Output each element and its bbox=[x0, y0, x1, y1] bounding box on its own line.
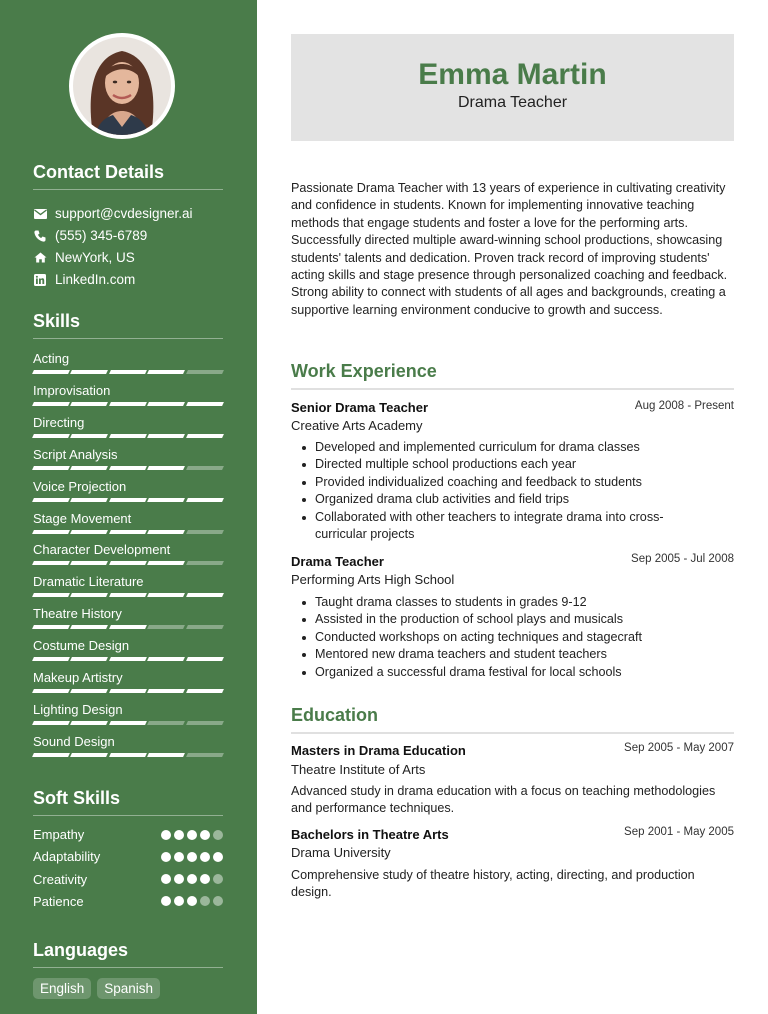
skill-name: Directing bbox=[33, 414, 85, 430]
skill-level-bar bbox=[33, 625, 223, 629]
job-bullets bbox=[291, 594, 711, 681]
soft-skill-rating bbox=[161, 830, 223, 840]
list-item: Assisted in the production of school plays and musicals bbox=[291, 611, 711, 628]
skill-level-segment bbox=[70, 402, 108, 406]
rating-dot bbox=[187, 874, 197, 884]
skill-level-segment bbox=[186, 530, 224, 534]
skill-level-segment bbox=[109, 466, 147, 470]
skill-item bbox=[33, 606, 223, 629]
skill-level-segment bbox=[109, 434, 147, 438]
skill-level-segment bbox=[186, 434, 224, 438]
skill-level-segment bbox=[32, 625, 70, 629]
skill-level-segment bbox=[147, 625, 185, 629]
languages-heading: Languages bbox=[33, 940, 223, 968]
rating-dot bbox=[213, 896, 223, 906]
language-tag: Spanish bbox=[97, 978, 160, 999]
degree-dates: Sep 2005 - May 2007 bbox=[624, 742, 734, 754]
skill-level-segment bbox=[109, 561, 147, 565]
contact-email-text: support@cvdesigner.ai bbox=[55, 206, 193, 221]
contact-phone-text: (555) 345-6789 bbox=[55, 228, 148, 243]
skill-level-segment bbox=[109, 370, 147, 374]
list-item: Conducted workshops on acting techniques and stagecraft bbox=[291, 629, 711, 646]
skill-level-segment bbox=[186, 498, 224, 502]
skill-level-segment bbox=[109, 625, 147, 629]
skill-name: Lighting Design bbox=[33, 701, 123, 717]
rating-dot bbox=[200, 874, 210, 884]
contact-location bbox=[33, 250, 135, 265]
skill-level-bar bbox=[33, 498, 223, 502]
rating-dot bbox=[187, 896, 197, 906]
skill-level-bar bbox=[33, 593, 223, 597]
skill-name: Character Development bbox=[33, 542, 171, 558]
skill-name: Costume Design bbox=[33, 638, 130, 654]
skill-level-segment bbox=[147, 466, 185, 470]
skill-level-segment bbox=[109, 530, 147, 534]
skill-level-segment bbox=[32, 370, 70, 374]
school-name: Drama University bbox=[291, 845, 391, 860]
skill-level-bar bbox=[33, 753, 223, 757]
skill-name: Makeup Artistry bbox=[33, 670, 123, 685]
skill-level-segment bbox=[109, 593, 147, 597]
skill-level-segment bbox=[70, 434, 108, 438]
job-bullets bbox=[291, 439, 711, 543]
skill-level-segment bbox=[147, 434, 185, 438]
skill-level-segment bbox=[109, 721, 147, 725]
languages-list bbox=[33, 978, 160, 999]
skill-level-segment bbox=[70, 466, 108, 470]
skill-level-segment bbox=[32, 753, 70, 757]
skill-item bbox=[33, 351, 223, 374]
skill-item bbox=[33, 670, 223, 693]
skill-name: Sound Design bbox=[33, 733, 115, 749]
rating-dot bbox=[174, 830, 184, 840]
skill-level-segment bbox=[70, 657, 108, 661]
rating-dot bbox=[161, 830, 171, 840]
skill-level-segment bbox=[186, 625, 224, 629]
skill-level-segment bbox=[186, 466, 224, 470]
skill-level-segment bbox=[147, 370, 185, 374]
skill-level-segment bbox=[147, 753, 185, 757]
list-item: Mentored new drama teachers and student teachers bbox=[291, 646, 711, 663]
education-heading: Education bbox=[291, 705, 734, 734]
skill-level-segment bbox=[70, 530, 108, 534]
degree-description: Advanced study in drama education with a focus on teaching methodologies and performance techniques. bbox=[291, 784, 716, 816]
rating-dot bbox=[187, 830, 197, 840]
rating-dot bbox=[161, 852, 171, 862]
skill-level-segment bbox=[70, 370, 108, 374]
contact-email[interactable] bbox=[33, 206, 193, 221]
soft-skill-item bbox=[33, 849, 223, 864]
soft-skill-rating bbox=[161, 896, 223, 906]
rating-dot bbox=[213, 874, 223, 884]
soft-skill-name: Patience bbox=[33, 893, 84, 909]
contact-linkedin-text: LinkedIn.com bbox=[55, 272, 136, 287]
skill-level-segment bbox=[147, 530, 185, 534]
skill-level-bar bbox=[33, 434, 223, 438]
linkedin-icon bbox=[33, 273, 47, 287]
degree-title: Masters in Drama Education bbox=[291, 743, 466, 758]
skill-item bbox=[33, 702, 223, 725]
job-dates: Sep 2005 - Jul 2008 bbox=[631, 553, 734, 565]
skill-level-segment bbox=[32, 689, 70, 693]
skills-heading: Skills bbox=[33, 311, 223, 339]
soft-skill-name: Creativity bbox=[33, 871, 88, 887]
skill-name: Acting bbox=[33, 351, 70, 366]
skill-item bbox=[33, 479, 223, 502]
profile-photo bbox=[69, 33, 175, 139]
candidate-role: Drama Teacher bbox=[457, 94, 568, 111]
skill-level-segment bbox=[109, 402, 147, 406]
skill-level-segment bbox=[147, 721, 185, 725]
skill-level-segment bbox=[32, 402, 70, 406]
skill-level-segment bbox=[186, 561, 224, 565]
skill-level-segment bbox=[186, 370, 224, 374]
rating-dot bbox=[161, 896, 171, 906]
skill-item bbox=[33, 383, 223, 406]
skill-level-segment bbox=[147, 689, 185, 693]
skill-level-segment bbox=[70, 593, 108, 597]
skill-level-segment bbox=[32, 466, 70, 470]
rating-dot bbox=[213, 830, 223, 840]
skill-level-segment bbox=[186, 593, 224, 597]
skill-level-segment bbox=[109, 498, 147, 502]
contact-heading: Contact Details bbox=[33, 162, 223, 190]
skill-level-bar bbox=[33, 530, 223, 534]
rating-dot bbox=[187, 852, 197, 862]
soft-skill-rating bbox=[161, 874, 223, 884]
rating-dot bbox=[174, 896, 184, 906]
soft-skill-name: Empathy bbox=[33, 827, 85, 842]
skill-item bbox=[33, 511, 223, 534]
home-icon bbox=[33, 251, 47, 265]
list-item: Developed and implemented curriculum for drama classes bbox=[291, 439, 711, 456]
skill-level-bar bbox=[33, 689, 223, 693]
job-title: Drama Teacher bbox=[291, 554, 384, 569]
avatar-portrait bbox=[73, 37, 171, 135]
list-item: Taught drama classes to students in grades 9-12 bbox=[291, 594, 711, 611]
skill-level-bar bbox=[33, 370, 223, 374]
job-organization: Performing Arts High School bbox=[291, 572, 455, 587]
skill-level-segment bbox=[32, 498, 70, 502]
skill-level-segment bbox=[70, 689, 108, 693]
skill-level-segment bbox=[32, 593, 70, 597]
skill-level-segment bbox=[70, 753, 108, 757]
skill-level-bar bbox=[33, 402, 223, 406]
skill-item bbox=[33, 638, 223, 661]
skill-name: Improvisation bbox=[33, 382, 111, 398]
soft-skill-name: Adaptability bbox=[33, 849, 101, 865]
skill-name: Theatre History bbox=[33, 606, 122, 622]
list-item: Organized a successful drama festival for local schools bbox=[291, 664, 711, 681]
skill-level-segment bbox=[70, 498, 108, 502]
skill-level-segment bbox=[70, 561, 108, 565]
soft-skill-rating bbox=[161, 852, 223, 862]
rating-dot bbox=[174, 874, 184, 884]
sidebar bbox=[0, 0, 257, 1014]
degree-description: Comprehensive study of theatre history, acting, directing, and production design. bbox=[291, 868, 695, 900]
rating-dot bbox=[174, 852, 184, 862]
skill-level-segment bbox=[186, 689, 224, 693]
skill-level-segment bbox=[147, 402, 185, 406]
skill-level-segment bbox=[186, 721, 224, 725]
contact-phone[interactable] bbox=[33, 228, 147, 243]
summary-text: Passionate Drama Teacher with 13 years of experience in cultivating creativity and confidence in students. Known for implementing innovative teaching methods that engage students and foster a love for the performing arts. Successfully directed multiple award-winning school productions, showcasing students' talents and dedication. Proven track record of improving students' acting skills and stage presence through personalized coaching and feedback. Strong ability to connect with students of all ages and backgrounds, creating a supportive learning environment conducive to growth and success. bbox=[291, 181, 728, 317]
list-item: Collaborated with other teachers to integrate drama into cross-curricular projects bbox=[291, 509, 711, 544]
job-dates: Aug 2008 - Present bbox=[634, 400, 734, 412]
contact-linkedin[interactable] bbox=[33, 272, 135, 287]
skill-level-segment bbox=[186, 753, 224, 757]
skill-level-bar bbox=[33, 721, 223, 725]
skill-level-segment bbox=[186, 402, 224, 406]
skill-level-segment bbox=[32, 530, 70, 534]
envelope-icon bbox=[33, 207, 47, 221]
skill-level-segment bbox=[109, 689, 147, 693]
soft-skill-item bbox=[33, 872, 223, 887]
contact-location-text: NewYork, US bbox=[55, 250, 135, 265]
skill-level-segment bbox=[32, 721, 70, 725]
skill-level-segment bbox=[147, 593, 185, 597]
skill-name: Dramatic Literature bbox=[33, 574, 144, 590]
skill-level-segment bbox=[70, 625, 108, 629]
rating-dot bbox=[200, 896, 210, 906]
skill-item bbox=[33, 447, 223, 470]
skill-name: Stage Movement bbox=[33, 510, 132, 526]
skill-level-segment bbox=[186, 657, 224, 661]
work-experience-heading: Work Experience bbox=[291, 361, 734, 390]
rating-dot bbox=[200, 830, 210, 840]
skill-item bbox=[33, 542, 223, 565]
list-item: Provided individualized coaching and feedback to students bbox=[291, 474, 711, 491]
skill-level-segment bbox=[147, 498, 185, 502]
skill-level-segment bbox=[32, 434, 70, 438]
skill-level-segment bbox=[32, 561, 70, 565]
skill-name: Script Analysis bbox=[33, 446, 118, 462]
rating-dot bbox=[213, 852, 223, 862]
school-name: Theatre Institute of Arts bbox=[291, 762, 426, 777]
skill-level-segment bbox=[109, 753, 147, 757]
name-header bbox=[291, 34, 734, 141]
skill-level-segment bbox=[147, 561, 185, 565]
phone-icon bbox=[33, 229, 47, 243]
skill-level-bar bbox=[33, 657, 223, 661]
job-organization: Creative Arts Academy bbox=[291, 418, 423, 433]
list-item: Directed multiple school productions each year bbox=[291, 456, 711, 473]
skill-level-segment bbox=[147, 657, 185, 661]
list-item: Organized drama club activities and field trips bbox=[291, 491, 711, 508]
degree-dates: Sep 2001 - May 2005 bbox=[624, 826, 734, 838]
skill-item bbox=[33, 415, 223, 438]
soft-skill-item bbox=[33, 894, 223, 909]
skill-level-bar bbox=[33, 561, 223, 565]
language-tag: English bbox=[33, 978, 91, 999]
skill-item bbox=[33, 734, 223, 757]
degree-title: Bachelors in Theatre Arts bbox=[291, 827, 449, 842]
skill-name: Voice Projection bbox=[33, 478, 127, 494]
soft-skills-heading: Soft Skills bbox=[33, 788, 223, 816]
candidate-name: Emma Martin bbox=[418, 58, 607, 91]
skill-item bbox=[33, 574, 223, 597]
skill-level-segment bbox=[109, 657, 147, 661]
skill-level-segment bbox=[32, 657, 70, 661]
job-title: Senior Drama Teacher bbox=[291, 400, 429, 415]
rating-dot bbox=[161, 874, 171, 884]
skill-level-segment bbox=[70, 721, 108, 725]
rating-dot bbox=[200, 852, 210, 862]
soft-skill-item bbox=[33, 827, 223, 842]
skill-level-bar bbox=[33, 466, 223, 470]
